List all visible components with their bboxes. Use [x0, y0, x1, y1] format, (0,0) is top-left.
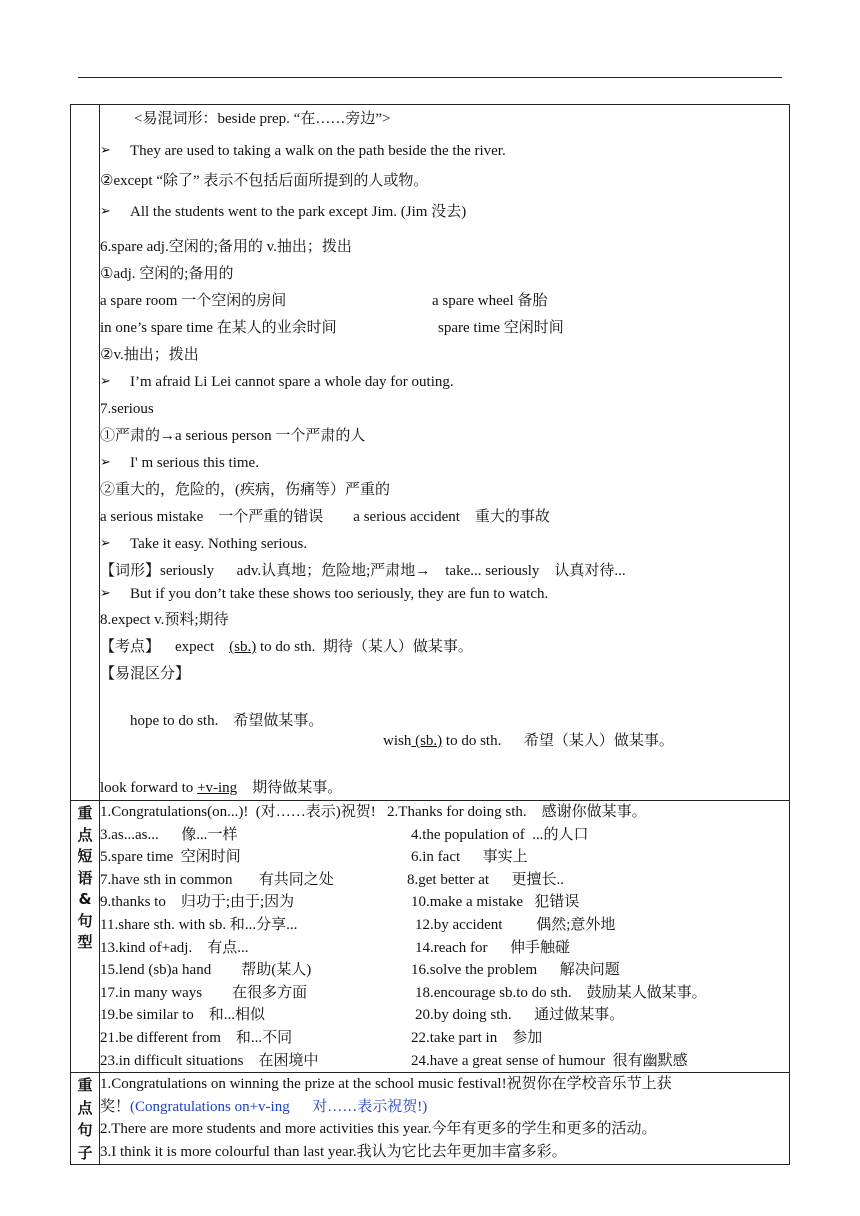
key-point-post: to do sth. 期待（某人）做某事。 — [256, 639, 473, 655]
key-point-pre: 【考点】 expect — [100, 639, 230, 655]
phrase-item: 18.encourage sb.to do sth. 鼓励某人做某事。 — [415, 984, 707, 1001]
phrase-row — [100, 937, 789, 960]
side-char: 点 — [77, 825, 93, 844]
phrase-pre: look forward to — [100, 780, 198, 796]
phrase-item: 3.as...as... 像...一样 — [100, 826, 238, 843]
vocab-side-cell — [71, 105, 100, 801]
phrase-item: 23.in difficult situations 在困境中 — [100, 1052, 319, 1069]
key-point-line — [100, 637, 789, 657]
phrase-right: a spare wheel 备胎 — [432, 293, 548, 309]
phrase-pair — [100, 318, 789, 338]
example-sentence: ➢ All the students went to the park except Jim. (Jim 没去) — [100, 202, 789, 222]
phrase-item: 7.have sth in common 有共同之处 — [100, 871, 334, 888]
definition-line: ②except “除了” 表示不包括后面所提到的人或物。 — [100, 173, 429, 189]
phrase-line: a serious mistake 一个严重的错误 a serious accident 重大的事故 — [100, 509, 550, 525]
word-heading: 7.serious — [100, 401, 154, 417]
phrase-right — [383, 731, 674, 751]
phrase-left: hope to do sth. 希望做某事。 — [130, 713, 324, 729]
example-sentence: ➢ I’m afraid Li Lei cannot spare a whole day for outing. — [100, 372, 789, 392]
sentences-body — [100, 1073, 790, 1165]
phrase-item: 8.get better at 更擅长.. — [407, 871, 565, 888]
word-heading: 8.expect v.预料;期待 — [100, 612, 229, 628]
phrase-item: 9.thanks to 归功于;由于;因为 — [100, 894, 295, 911]
side-char: 重 — [77, 1076, 93, 1095]
word-heading: 6.spare adj.空闲的;备用的 v.抽出；拨出 — [100, 239, 352, 255]
phrase-item: 22.take part in 参加 — [411, 1029, 543, 1046]
example-sentence: ➢ I' m serious this time. — [100, 453, 789, 473]
phrase-left: in one’s spare time 在某人的业余时间 — [100, 320, 337, 336]
side-char: 句 — [77, 1121, 93, 1140]
phrase-item: 1.Congratulations(on...)! (对……表示)祝贺! 2.Thanks for doing sth. 感谢你做某事。 — [100, 804, 647, 820]
side-char: 语 — [77, 868, 93, 887]
phrase-item: 17.in many ways 在很多方面 — [100, 984, 308, 1001]
example-sentence: ➢ They are used to taking a walk on the path beside the the river. — [100, 141, 789, 161]
key-sentence: 1.Congratulations on winning the prize at the school music festival!祝贺你在学校音乐节上获 — [100, 1076, 672, 1093]
phrases-body — [100, 801, 790, 1073]
phrase-row — [100, 982, 789, 1005]
phrase-item: 5.spare time 空闲时间 — [100, 849, 241, 866]
phrase-right-post: to do sth. 希望（某人）做某事。 — [442, 733, 674, 749]
grammar-note: (Congratulations on+v-ing 对……表示祝贺!) — [130, 1098, 428, 1115]
header-rule — [78, 77, 782, 78]
phrase-post: 期待做某事。 — [237, 780, 343, 796]
sentences-side-label — [71, 1073, 100, 1165]
phrase-item: 19.be similar to 和...相似 — [100, 1007, 265, 1024]
confusable-heading: 【易混区分】 — [100, 666, 191, 682]
definition-line: ②重大的，危险的，(疾病，伤痛等）严重的 — [100, 482, 390, 498]
phrase-pair — [100, 291, 789, 311]
phrase-row — [100, 801, 789, 824]
phrase-row — [100, 869, 789, 892]
side-char: & — [78, 890, 92, 908]
side-char: 子 — [77, 1143, 93, 1162]
vocab-row — [71, 105, 790, 801]
example-sentence: ➢ Take it easy. Nothing serious. — [100, 534, 789, 554]
phrase-right-pre: wish — [383, 733, 412, 749]
key-sentence: 3.I think it is more colourful than last year.我认为它比去年更加丰富多彩。 — [100, 1143, 567, 1160]
key-sentence: 2.There are more students and more activities this year.今年有更多的学生和更多的活动。 — [100, 1121, 657, 1138]
key-point-underlined: (sb.) — [229, 639, 257, 655]
vocab-body — [100, 105, 790, 801]
phrase-row — [100, 1004, 789, 1027]
phrase-row — [100, 824, 789, 847]
phrase-row — [100, 1050, 789, 1073]
word-form-line: 【词形】seriously adv.认真地；危险地;严肃地→ take... seriously 认真对待... — [100, 563, 626, 579]
phrase-row — [100, 846, 789, 869]
side-char: 短 — [77, 847, 93, 865]
phrase-row — [100, 891, 789, 914]
phrase-pair — [100, 691, 789, 771]
phrase-item: 24.have a great sense of humour 很有幽默感 — [411, 1052, 688, 1069]
phrase-row — [100, 1027, 789, 1050]
phrase-item: 20.by doing sth. 通过做某事。 — [415, 1007, 625, 1024]
phrase-item: 14.reach for 伸手触碰 — [415, 939, 570, 956]
side-char: 重 — [77, 804, 93, 822]
phrases-side-label — [71, 801, 100, 1073]
definition-line: ②v.抽出；拨出 — [100, 347, 199, 363]
phrase-row — [100, 959, 789, 982]
notes-table — [70, 104, 790, 1165]
phrases-row — [71, 801, 790, 1073]
definition-line: ①adj. 空闲的;备用的 — [100, 266, 234, 282]
phrase-underlined: +v-ing — [197, 780, 238, 796]
phrase-item: 10.make a mistake 犯错误 — [411, 894, 580, 911]
phrase-item: 12.by accident 偶然;意外地 — [415, 916, 616, 933]
side-char: 型 — [77, 933, 93, 951]
phrase-row — [100, 914, 789, 937]
phrase-item: 13.kind of+adj. 有点... — [100, 939, 249, 956]
example-sentence: ➢ But if you don’t take these shows too seriously, they are fun to watch. — [100, 584, 789, 604]
sentences-row — [71, 1073, 790, 1165]
phrase-left: a spare room 一个空闲的房间 — [100, 293, 287, 309]
definition-line: ①严肃的→a serious person 一个严肃的人 — [100, 428, 366, 444]
key-sentence-cont — [100, 1096, 789, 1119]
phrase-item: 4.the population of ...的人口 — [411, 826, 589, 843]
phrase-item: 16.solve the problem 解决问题 — [411, 962, 620, 979]
confusable-note: <易混词形：beside prep. “在……旁边”> — [134, 111, 391, 127]
phrase-item: 15.lend (sb)a hand 帮助(某人) — [100, 962, 312, 979]
phrase-item: 11.share sth. with sb. 和...分享... — [100, 916, 298, 933]
phrase-line — [100, 778, 789, 798]
side-char: 点 — [77, 1098, 93, 1117]
phrase-item: 21.be different from 和...不同 — [100, 1029, 293, 1046]
sentence-end: 奖！ — [100, 1098, 131, 1115]
side-char: 句 — [77, 911, 93, 930]
phrase-right: spare time 空闲时间 — [438, 320, 564, 336]
phrase-item: 6.in fact 事实上 — [411, 849, 528, 866]
phrase-right-underlined: (sb.) — [411, 733, 443, 749]
